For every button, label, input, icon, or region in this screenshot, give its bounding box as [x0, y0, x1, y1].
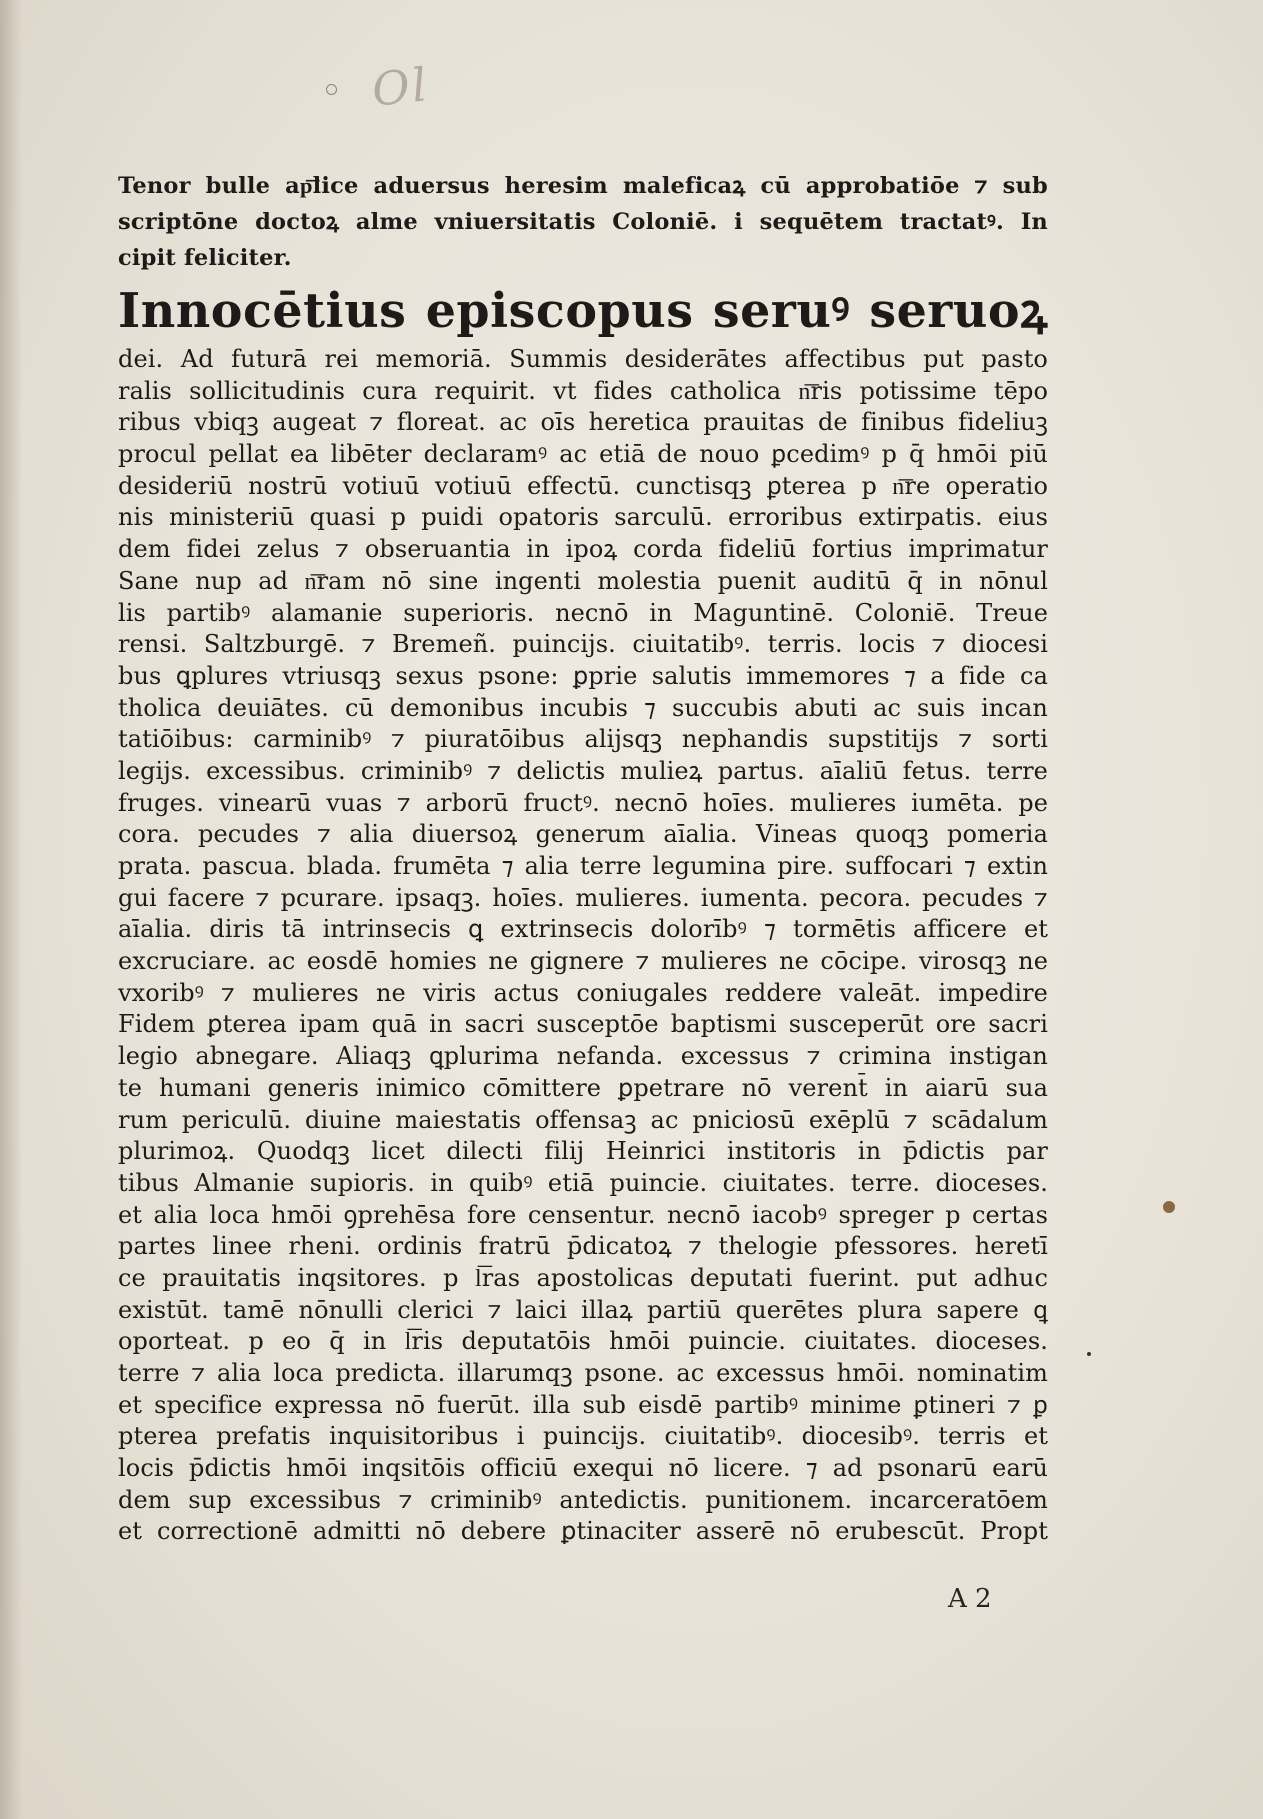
body-line: terre ⁊ alia loca predicta. illarumqꝫ psone. ac excessus hmōi. nominatim	[118, 1359, 1048, 1387]
body-line: dei. Ad futurā rei memoriā. Summis desiderātes affectibus put pasto	[118, 345, 1048, 373]
body-line: et alia loca hmōi ꝯprehēsa fore censentur. necnō iacobꝰ spreger p certas	[118, 1200, 1048, 1229]
body-line: procul pellat ea libēter declaramꝰ ac etiā de nouo ꝑcedimꝰ p q̄ hmōi piū	[118, 440, 1048, 469]
printed-text-block	[118, 168, 1048, 1548]
body-line: existūt. tamē nōnulli clerici ⁊ laici illaꝝ partiū querētes plura sapere ꝗ	[118, 1295, 1048, 1324]
body-line: te humani generis inimico cōmittere ꝑpetrare nō verent̄ in aiarū sua	[118, 1073, 1048, 1102]
body-line: rensi. Saltzburgē. ⁊ Bremeñ. puincijs. ciuitatibꝰ. terris. locis ⁊ diocesi	[118, 630, 1048, 659]
body-line: ralis sollicitudinis cura requirit. vt fides catholica n͞ris potissime tēpo	[118, 376, 1048, 405]
body-line: ce prauitatis inqsitores. p l͞ras apostolicas deputati fuerint. put adhuc	[118, 1263, 1048, 1292]
binding-shadow	[0, 0, 22, 1819]
header-line: Tenor bulle ap͞lice aduersus heresim maleficaꝝ cū approbatiōe ⁊ sub	[118, 173, 1048, 199]
signature-mark: A 2	[948, 1584, 992, 1614]
incipit-heading: Innocētius episcopus seruꝰ seruoꝝ	[118, 283, 1048, 339]
small-circle-mark	[326, 84, 337, 95]
body-line: tholica deuiātes. cū demonibus incubis ⁊ succubis abuti ac suis incan	[118, 693, 1048, 722]
header-line: cipit feliciter.	[118, 245, 292, 271]
body-line: gui facere ⁊ pcurare. ipsaqꝫ. hoīes. mulieres. iumenta. pecora. pecudes ⁊	[118, 883, 1048, 912]
small-dot-mark	[1087, 1352, 1091, 1356]
body-text	[118, 344, 1048, 1548]
body-line: ribus vbiqꝫ augeat ⁊ floreat. ac oīs heretica prauitas de finibus fideliuꝫ	[118, 408, 1048, 437]
header-line: scriptōne doctoꝝ alme vniuersitatis Coloniē. i sequētem tractatꝰ. In	[118, 209, 1048, 235]
body-line: Sane nup ad n͞ram nō sine ingenti molestia puenit auditū q̄ in nōnul	[118, 566, 1048, 595]
body-line: Fidem ꝑterea ipam quā in sacri susceptōe baptismi susceperūt ore sacri	[118, 1010, 1048, 1039]
body-line: rum periculū. diuine maiestatis offensaꝫ ac pniciosū exēplū ⁊ scādalum	[118, 1105, 1048, 1134]
body-line: legijs. excessibus. criminibꝰ ⁊ delictis mulieꝝ partus. aīaliū fetus. terre	[118, 756, 1048, 785]
body-line: prata. pascua. blada. frumēta ⁊ alia terre legumina pire. suffocari ⁊ extin	[118, 852, 1048, 880]
body-line: tibus Almanie supioris. in quibꝰ etiā puincie. ciuitates. terre. dioceses.	[118, 1168, 1048, 1197]
body-line: bus ꝗplures vtriusqꝫ sexus psone: ꝑprie salutis immemores ⁊ a fide ca	[118, 661, 1048, 690]
body-line: oporteat. p eo q̄ in l͞ris deputatōis hmōi puincie. ciuitates. dioceses.	[118, 1327, 1048, 1356]
ink-stain	[1163, 1201, 1175, 1213]
body-line: tatiōibus: carminibꝰ ⁊ piuratōibus alijsqꝫ nephandis supstitijs ⁊ sorti	[118, 725, 1048, 754]
body-line: plurimoꝝ. Quodqꝫ licet dilecti filij Heinrici institoris in p̄dictis par	[118, 1137, 1048, 1166]
body-line: cora. pecudes ⁊ alia diuersoꝝ generum aīalia. Vineas quoqꝫ pomeria	[118, 820, 1048, 849]
body-line: legio abnegare. Aliaqꝫ ꝗplurima nefanda. excessus ⁊ crimina instigan	[118, 1042, 1048, 1071]
body-line: nis ministeriū quasi p puidi opatoris sarculū. erroribus extirpatis. eius	[118, 503, 1048, 532]
body-line: et correctionē admitti nō debere ꝑtinaciter asserē nō erubescūt. Propt	[118, 1517, 1048, 1546]
body-line: dem fidei zelus ⁊ obseruantia in ipoꝝ corda fideliū fortius imprimatur	[118, 535, 1048, 564]
body-line: lis partibꝰ alamanie superioris. necnō in Maguntinē. Coloniē. Treue	[118, 598, 1048, 627]
body-line: aīalia. diris tā intrinsecis ꝗ extrinsecis dolorībꝰ ⁊ tormētis afficere et	[118, 915, 1048, 944]
body-line: et specifice expressa nō fuerūt. illa sub eisdē partibꝰ minime ꝑtineri ⁊ ꝑ	[118, 1390, 1048, 1419]
body-line: fruges. vinearū vuas ⁊ arborū fructꝰ. necnō hoīes. mulieres iumēta. pe	[118, 788, 1048, 817]
pencil-annotation: Ol	[369, 57, 432, 117]
body-line: partes linee rheni. ordinis fratrū p̄dicatoꝝ ⁊ thelogie pfessores. heretī	[118, 1232, 1048, 1261]
body-line: pterea prefatis inquisitoribus i puincijs. ciuitatibꝰ. diocesibꝰ. terris et	[118, 1422, 1048, 1451]
body-line: excruciare. ac eosdē homies ne gignere ⁊ mulieres ne cōcipe. virosqꝫ ne	[118, 947, 1048, 976]
body-line: desideriū nostrū votiuū votiuū effectū. cunctisqꝫ ꝑterea p n͞re operatio	[118, 471, 1048, 500]
body-line: vxoribꝰ ⁊ mulieres ne viris actus coniugales reddere valeāt. impedire	[118, 978, 1048, 1007]
body-line: dem sup excessibus ⁊ criminibꝰ antedictis. punitionem. incarceratōem	[118, 1485, 1048, 1514]
body-line: locis p̄dictis hmōi inqsitōis officiū exequi nō licere. ⁊ ad psonarū earū	[118, 1454, 1048, 1483]
